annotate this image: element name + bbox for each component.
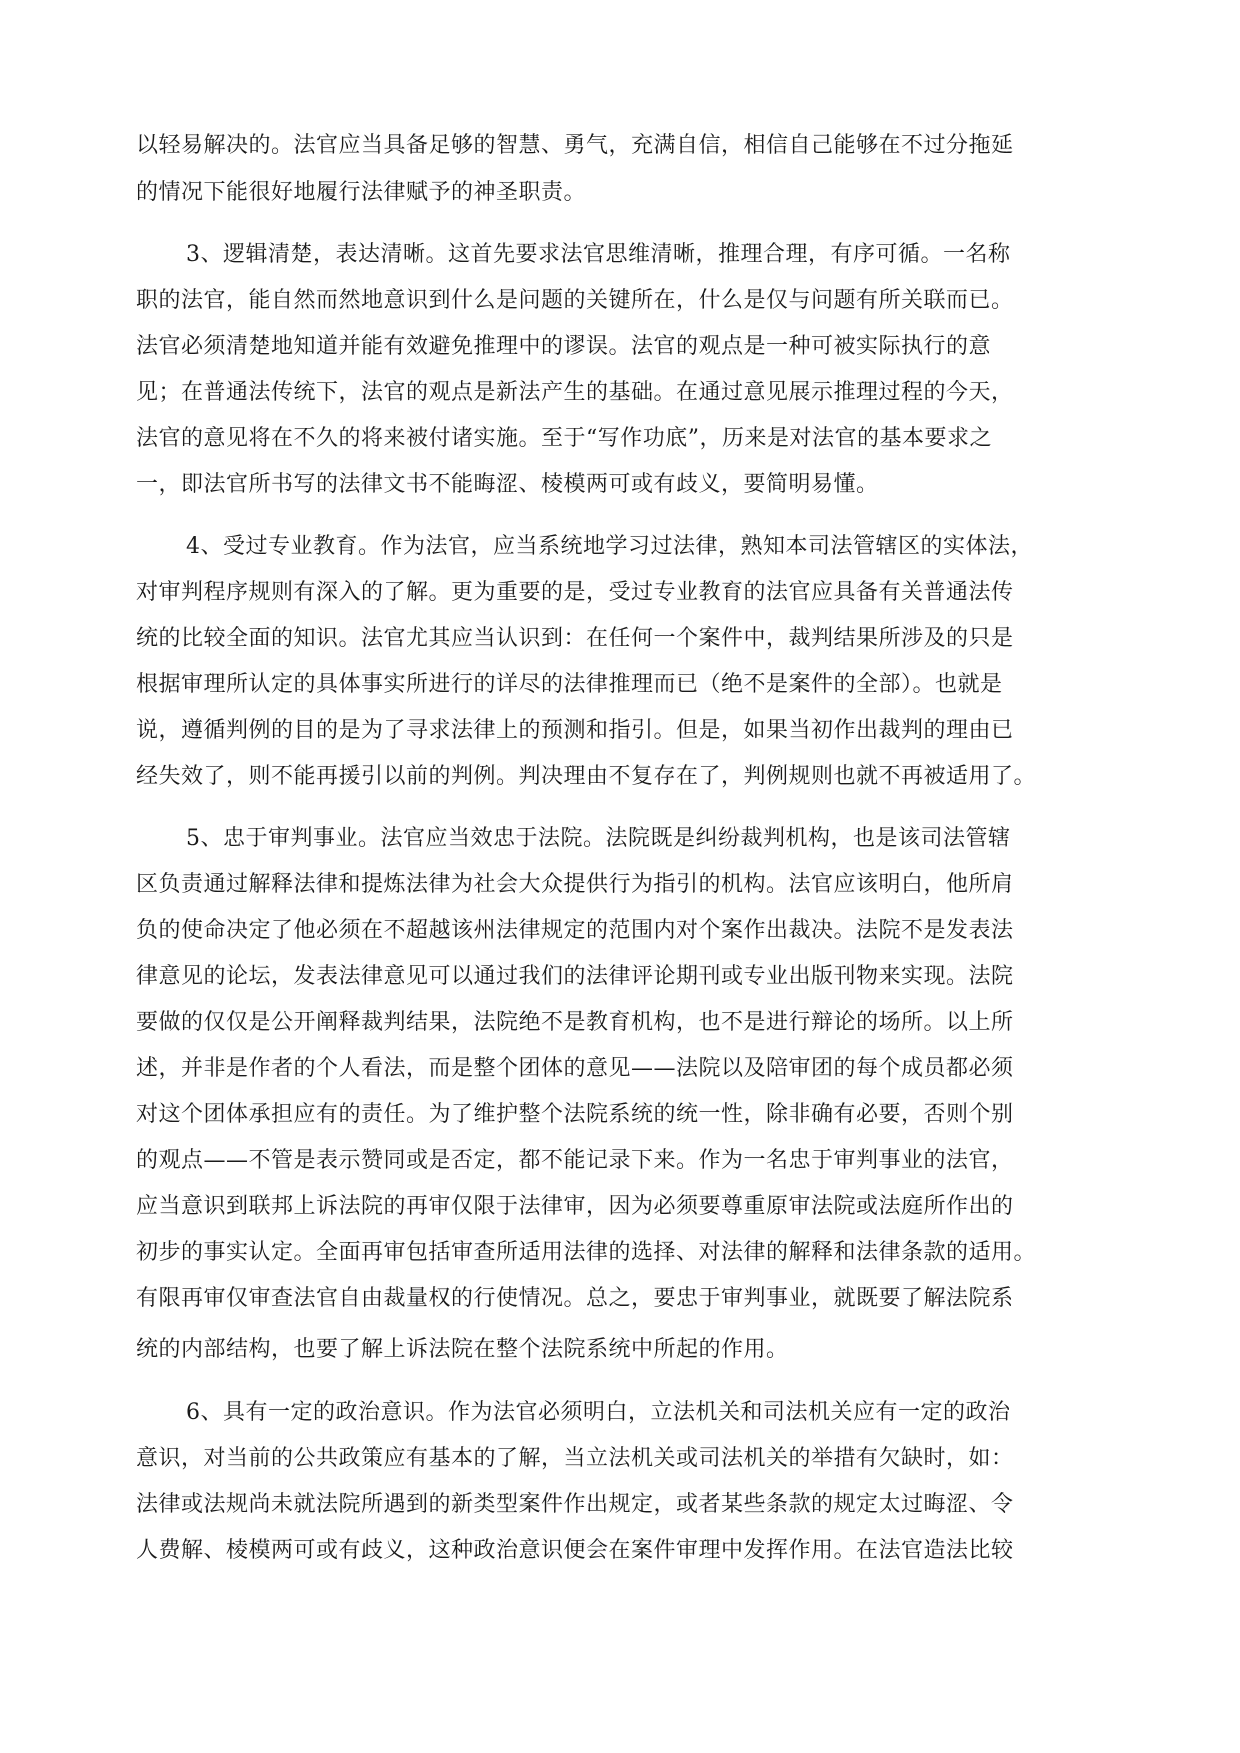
- text-line: 初步的事实认定。全面再审包括审查所适用法律的选择、对法律的解释和法律条款的适用。: [136, 1240, 1037, 1265]
- text-line: 要做的仅仅是公开阐释裁判结果，法院绝不是教育机构，也不是进行辩论的场所。以上所: [136, 1010, 1014, 1035]
- text-line: 以轻易解决的。法官应当具备足够的智慧、勇气，充满自信，相信自己能够在不过分拖延: [136, 133, 1014, 158]
- text-line: 的观点——不管是表示赞同或是否定，都不能记录下来。作为一名忠于审判事业的法官，: [136, 1148, 1014, 1173]
- text-line: 见；在普通法传统下，法官的观点是新法产生的基础。在通过意见展示推理过程的今天，: [136, 380, 1014, 405]
- text-line: 经失效了，则不能再援引以前的判例。判决理由不复存在了，判例规则也就不再被适用了。: [136, 764, 1037, 789]
- text-line: 根据审理所认定的具体事实所进行的详尽的法律推理而已（绝不是案件的全部）。也就是: [136, 672, 1003, 697]
- paragraph-6-heading-line: 6、具有一定的政治意识。作为法官必须明白，立法机关和司法机关应有一定的政治: [186, 1400, 1011, 1425]
- text-line: 一，即法官所书写的法律文书不能晦涩、棱模两可或有歧义，要简明易懂。: [136, 472, 879, 497]
- text-line: 统的内部结构，也要了解上诉法院在整个法院系统中所起的作用。: [136, 1337, 789, 1362]
- text-line: 说，遵循判例的目的是为了寻求法律上的预测和指引。但是，如果当初作出裁判的理由已: [136, 718, 1014, 743]
- text-line: 职的法官，能自然而然地意识到什么是问题的关键所在，什么是仅与问题有所关联而已。: [136, 288, 1014, 313]
- text-line: 统的比较全面的知识。法官尤其应当认识到：在任何一个案件中，裁判结果所涉及的只是: [136, 626, 1014, 651]
- text-line: 应当意识到联邦上诉法院的再审仅限于法律审，因为必须要尊重原审法院或法庭所作出的: [136, 1194, 1014, 1219]
- paragraph-3-heading-line: 3、逻辑清楚，表达清晰。这首先要求法官思维清晰，推理合理，有序可循。一名称: [186, 242, 1011, 267]
- text-line: 法官的意见将在不久的将来被付诸实施。至于“写作功底”，历来是对法官的基本要求之: [136, 426, 992, 451]
- text-line: 法官必须清楚地知道并能有效避免推理中的谬误。法官的观点是一种可被实际执行的意: [136, 334, 992, 359]
- text-line: 人费解、棱模两可或有歧义，这种政治意识便会在案件审理中发挥作用。在法官造法比较: [136, 1538, 1014, 1563]
- text-line: 述，并非是作者的个人看法，而是整个团体的意见——法院以及陪审团的每个成员都必须: [136, 1056, 1014, 1081]
- text-line: 对审判程序规则有深入的了解。更为重要的是，受过专业教育的法官应具备有关普通法传: [136, 580, 1014, 605]
- text-line: 区负责通过解释法律和提炼法律为社会大众提供行为指引的机构。法官应该明白，他所肩: [136, 872, 1014, 897]
- paragraph-4-heading-line: 4、受过专业教育。作为法官，应当系统地学习过法律，熟知本司法管辖区的实体法，: [186, 534, 1033, 559]
- text-line: 负的使命决定了他必须在不超越该州法律规定的范围内对个案作出裁决。法院不是发表法: [136, 918, 1014, 943]
- text-line: 的情况下能很好地履行法律赋予的神圣职责。: [136, 180, 587, 205]
- text-line: 对这个团体承担应有的责任。为了维护整个法院系统的统一性，除非确有必要，否则个别: [136, 1102, 1014, 1127]
- paragraph-5-heading-line: 5、忠于审判事业。法官应当效忠于法院。法院既是纠纷裁判机构，也是该司法管辖: [186, 826, 1011, 851]
- text-line: 意识，对当前的公共政策应有基本的了解，当立法机关或司法机关的举措有欠缺时，如：: [136, 1446, 1014, 1471]
- text-line: 有限再审仅审查法官自由裁量权的行使情况。总之，要忠于审判事业，就既要了解法院系: [136, 1286, 1014, 1311]
- text-line: 律意见的论坛，发表法律意见可以通过我们的法律评论期刊或专业出版刊物来实现。法院: [136, 964, 1014, 989]
- text-line: 法律或法规尚未就法院所遇到的新类型案件作出规定，或者某些条款的规定太过晦涩、令: [136, 1492, 1014, 1517]
